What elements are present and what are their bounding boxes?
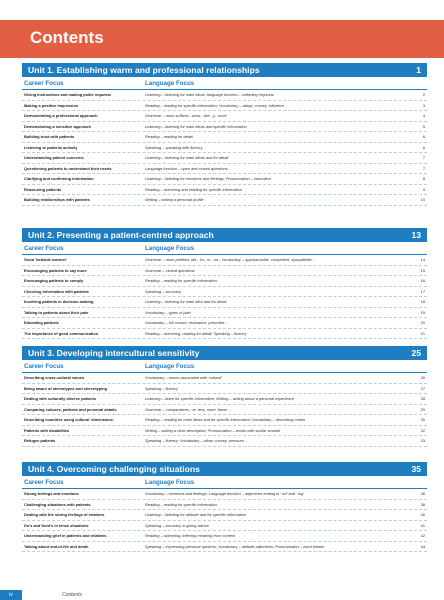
page-number-cell: 38 — [420, 501, 425, 507]
career-focus-header: Career Focus — [24, 362, 64, 370]
language-focus-cell: Speaking – accuracy — [145, 288, 182, 294]
unit-page-number: 1 — [416, 65, 421, 75]
unit-title: Unit 2. Presenting a patient-centred approach — [28, 230, 214, 240]
language-focus-cell: Reading – reading for specific information; Vocabulary – adopt, convey, influence ... — [145, 102, 289, 108]
career-focus-cell: Dealing with culturally diverse patients — [24, 396, 96, 402]
contents-row[interactable] — [22, 266, 427, 277]
page-number-cell: 20 — [420, 320, 425, 326]
contents-header-bar — [0, 20, 444, 58]
language-focus-cell: Language function – open and closed questions — [145, 165, 228, 171]
page-number-cell: 36 — [420, 491, 425, 497]
unit-title-bar[interactable] — [22, 63, 427, 77]
page-number-cell: 6 — [422, 134, 425, 140]
career-focus-cell: Building trust with patients — [24, 134, 75, 140]
page-number-cell: 40 — [420, 512, 425, 518]
page-number-cell: 14 — [420, 257, 425, 263]
language-focus-cell: Grammar – noun prefixes: dis-, im-, in-, un-; Vocabulary – approachable, competent, sympathetic ... — [145, 257, 317, 263]
contents-row[interactable] — [22, 132, 427, 143]
page-number-cell: 44 — [420, 543, 425, 549]
page-number-cell: 21 — [420, 330, 425, 336]
page-number-cell: 28 — [420, 396, 425, 402]
language-focus-cell: Vocabulary – full course, resistance, prescribe ... — [145, 320, 229, 326]
career-focus-cell: Challenging situations with patients — [24, 501, 91, 507]
career-focus-cell: The importance of good communication — [24, 330, 99, 336]
unit-section-3 — [22, 346, 427, 447]
contents-row[interactable] — [22, 542, 427, 553]
language-focus-cell: Listening – listening for main ideas and for detail — [145, 155, 229, 161]
page-footer — [0, 590, 444, 600]
career-focus-cell: Dealing with the strong feelings of relatives — [24, 512, 105, 518]
career-focus-cell: Refugee patients — [24, 438, 56, 444]
page-number-cell: 4 — [422, 113, 425, 119]
language-focus-cell: Reading – reading for detail — [145, 134, 193, 140]
unit-title: Unit 3. Developing intercultural sensitivity — [28, 348, 200, 358]
footer-label: Contents — [62, 592, 83, 598]
contents-row[interactable] — [22, 111, 427, 122]
career-focus-cell: Strong feelings and emotions — [24, 491, 79, 497]
footer-page-number: iv — [0, 590, 22, 600]
language-focus-cell: Speaking – fluency; Vocabulary – allow, convey, pressure ... — [145, 438, 249, 444]
page-number-cell: 19 — [420, 309, 425, 315]
career-focus-cell: Building relationships with patients — [24, 197, 90, 203]
contents-row[interactable] — [22, 287, 427, 298]
page-number-cell: 30 — [420, 417, 425, 423]
career-focus-header: Career Focus — [24, 478, 64, 486]
page-number-cell: 5 — [422, 123, 425, 129]
language-focus-cell: Writing – writing a clinic description; Pronunciation – words with similar sounds — [145, 427, 281, 433]
language-focus-cell: Speaking – fluency — [145, 385, 178, 391]
language-focus-cell: Listening – listening for main ideas; language function – softening requests — [145, 92, 274, 98]
career-focus-header: Career Focus — [24, 244, 64, 252]
contents-row[interactable] — [22, 329, 427, 340]
language-focus-cell: Grammar – closed questions — [145, 267, 195, 273]
language-focus-cell: Reading – skimming and reading for specific information — [145, 186, 242, 192]
contents-row[interactable] — [22, 185, 427, 196]
contents-row[interactable] — [22, 255, 427, 266]
contents-row[interactable] — [22, 101, 427, 112]
language-focus-header: Language Focus — [145, 79, 195, 87]
language-focus-cell: Speaking – expressing personal opinions; Vocabulary – attitude adjectives; Pronunciation – word breaks — [145, 543, 325, 549]
page-number-cell: 27 — [420, 385, 425, 391]
page-number-cell: 3 — [422, 102, 425, 108]
page-number-cell: 9 — [422, 186, 425, 192]
contents-row[interactable] — [22, 174, 427, 185]
career-focus-cell: Patients with disabilities — [24, 427, 70, 433]
unit-title-bar[interactable] — [22, 462, 427, 476]
language-focus-cell: Speaking – speaking with fluency — [145, 144, 203, 150]
contents-row[interactable] — [22, 122, 427, 133]
language-focus-cell: Listening – listen for specific information; Writing – writing about a personal experience — [145, 396, 295, 402]
language-focus-cell: Writing – writing a personal profile — [145, 197, 204, 203]
contents-row[interactable] — [22, 405, 427, 416]
contents-row[interactable] — [22, 384, 427, 395]
career-focus-cell: Checking information with patients — [24, 288, 89, 294]
page-number-cell: 10 — [420, 197, 425, 203]
page-number-cell: 15 — [420, 267, 425, 273]
contents-row[interactable] — [22, 195, 427, 206]
language-focus-cell: Listening – listening for main ideas and specific information — [145, 123, 247, 129]
career-focus-cell: Understanding patient concerns — [24, 155, 84, 161]
language-focus-header: Language Focus — [145, 244, 195, 252]
language-focus-cell: Reading – skimming; inferring meaning from context — [145, 533, 235, 539]
career-focus-cell: Describing cross-cultural values — [24, 375, 85, 381]
career-focus-cell: Reassuring patients — [24, 186, 62, 192]
column-headers — [22, 476, 427, 489]
page-number-cell: 7 — [422, 155, 425, 161]
contents-row[interactable] — [22, 394, 427, 405]
language-focus-cell: Listening – listening for emotions and feelings; Pronunciation – intonation — [145, 176, 271, 182]
career-focus-cell: Demonstrating a professional approach — [24, 113, 98, 119]
language-focus-cell: Vocabulary – emotions and feelings; Language function – adjectives ending in '-ed' and '-ing' — [145, 491, 304, 497]
unit-title-bar[interactable] — [22, 346, 427, 360]
page-number-cell: 7 — [422, 165, 425, 171]
contents-row[interactable] — [22, 415, 427, 426]
language-focus-header: Language Focus — [145, 478, 195, 486]
career-focus-cell: Demonstrating a sensitive approach — [24, 123, 92, 129]
career-focus-cell: Questioning patients to understand their needs — [24, 165, 112, 171]
unit-section-4 — [22, 462, 427, 552]
career-focus-cell: Talking about end-of-life and death — [24, 543, 89, 549]
language-focus-cell: Grammar – noun suffixes: -ness, -ilve, -y, -ence — [145, 113, 227, 119]
page-number-cell: 18 — [420, 299, 425, 305]
career-focus-cell: Encouraging patients to comply — [24, 278, 84, 284]
career-focus-cell: Making a positive impression — [24, 102, 79, 108]
career-focus-cell: Listening to patients actively — [24, 144, 78, 150]
unit-page-number: 35 — [411, 464, 421, 474]
career-focus-cell: Involving patients in decision-making — [24, 299, 94, 305]
contents-row[interactable] — [22, 276, 427, 287]
language-focus-cell: Listening – listening for main idea and for detail — [145, 299, 227, 305]
contents-row[interactable] — [22, 436, 427, 447]
career-focus-header: Career Focus — [24, 79, 64, 87]
career-focus-cell: Talking to patients about their pain — [24, 309, 89, 315]
contents-row[interactable] — [22, 489, 427, 500]
contents-row[interactable] — [22, 308, 427, 319]
contents-row[interactable] — [22, 318, 427, 329]
page-number-cell: 26 — [420, 375, 425, 381]
contents-row[interactable] — [22, 153, 427, 164]
column-headers — [22, 242, 427, 255]
page-number-cell: 33 — [420, 438, 425, 444]
language-focus-cell: Reading – reading for main ideas and for specific information; Vocabulary – describing charts — [145, 417, 306, 423]
contents-row[interactable] — [22, 373, 427, 384]
career-focus-cell: Clarifying and confirming information — [24, 176, 94, 182]
language-focus-cell: Vocabulary – nouns associated with 'cultural' — [145, 375, 223, 381]
page-number-cell: 42 — [420, 533, 425, 539]
career-focus-cell: Comparing cultures, patients and personal details — [24, 406, 117, 412]
language-focus-cell: Reading – reading for specific information — [145, 278, 217, 284]
unit-title-bar[interactable] — [22, 228, 427, 242]
page-number-cell: 32 — [420, 427, 425, 433]
language-focus-cell: Reading – reading for specific information — [145, 501, 217, 507]
page-number-cell: 17 — [420, 288, 425, 294]
page-number-cell: 6 — [422, 144, 425, 150]
page-number-cell: 16 — [420, 278, 425, 284]
contents-row[interactable] — [22, 531, 427, 542]
page-number-cell: 41 — [420, 522, 425, 528]
language-focus-header: Language Focus — [145, 362, 195, 370]
page-title: Contents — [30, 28, 104, 47]
page-number-cell: 29 — [420, 406, 425, 412]
unit-page-number: 25 — [411, 348, 421, 358]
language-focus-cell: Vocabulary – types of pain — [145, 309, 191, 315]
unit-section-2 — [22, 228, 427, 339]
unit-title: Unit 4. Overcoming challenging situations — [28, 464, 200, 474]
contents-row[interactable] — [22, 500, 427, 511]
contents-row[interactable] — [22, 521, 427, 532]
language-focus-cell: Listening – listening for attitude and for specific information — [145, 512, 247, 518]
language-focus-cell: Speaking – accuracy in giving advice — [145, 522, 209, 528]
contents-row[interactable] — [22, 90, 427, 101]
language-focus-cell: Grammar – comparatives: -er, less, more, fewer ... — [145, 406, 232, 412]
career-focus-cell: Being aware of stereotypes and stereotyping — [24, 385, 108, 391]
career-focus-cell: Good 'bedside manner' — [24, 257, 67, 263]
unit-page-number: 13 — [411, 230, 421, 240]
career-focus-cell: Understanding grief in patients and relatives — [24, 533, 107, 539]
page-number-cell: 8 — [422, 176, 425, 182]
career-focus-cell: Giving instructions and making polite requests — [24, 92, 111, 98]
column-headers — [22, 77, 427, 90]
language-focus-cell: Reading – skimming, reading for detail; Speaking – fluency — [145, 330, 247, 336]
contents-row[interactable] — [22, 164, 427, 175]
page-number-cell: 2 — [422, 92, 425, 98]
career-focus-cell: Describing countries using cultural 'dimensions' — [24, 417, 114, 423]
contents-row[interactable] — [22, 426, 427, 437]
unit-title: Unit 1. Establishing warm and professional relationships — [28, 65, 260, 75]
career-focus-cell: Do's and Dont's in tense situations — [24, 522, 89, 528]
contents-row[interactable] — [22, 143, 427, 154]
career-focus-cell: Educating patients — [24, 320, 59, 326]
career-focus-cell: Encouraging patients to say more — [24, 267, 87, 273]
contents-row[interactable] — [22, 297, 427, 308]
column-headers — [22, 360, 427, 373]
unit-section-1 — [22, 63, 427, 206]
contents-row[interactable] — [22, 510, 427, 521]
